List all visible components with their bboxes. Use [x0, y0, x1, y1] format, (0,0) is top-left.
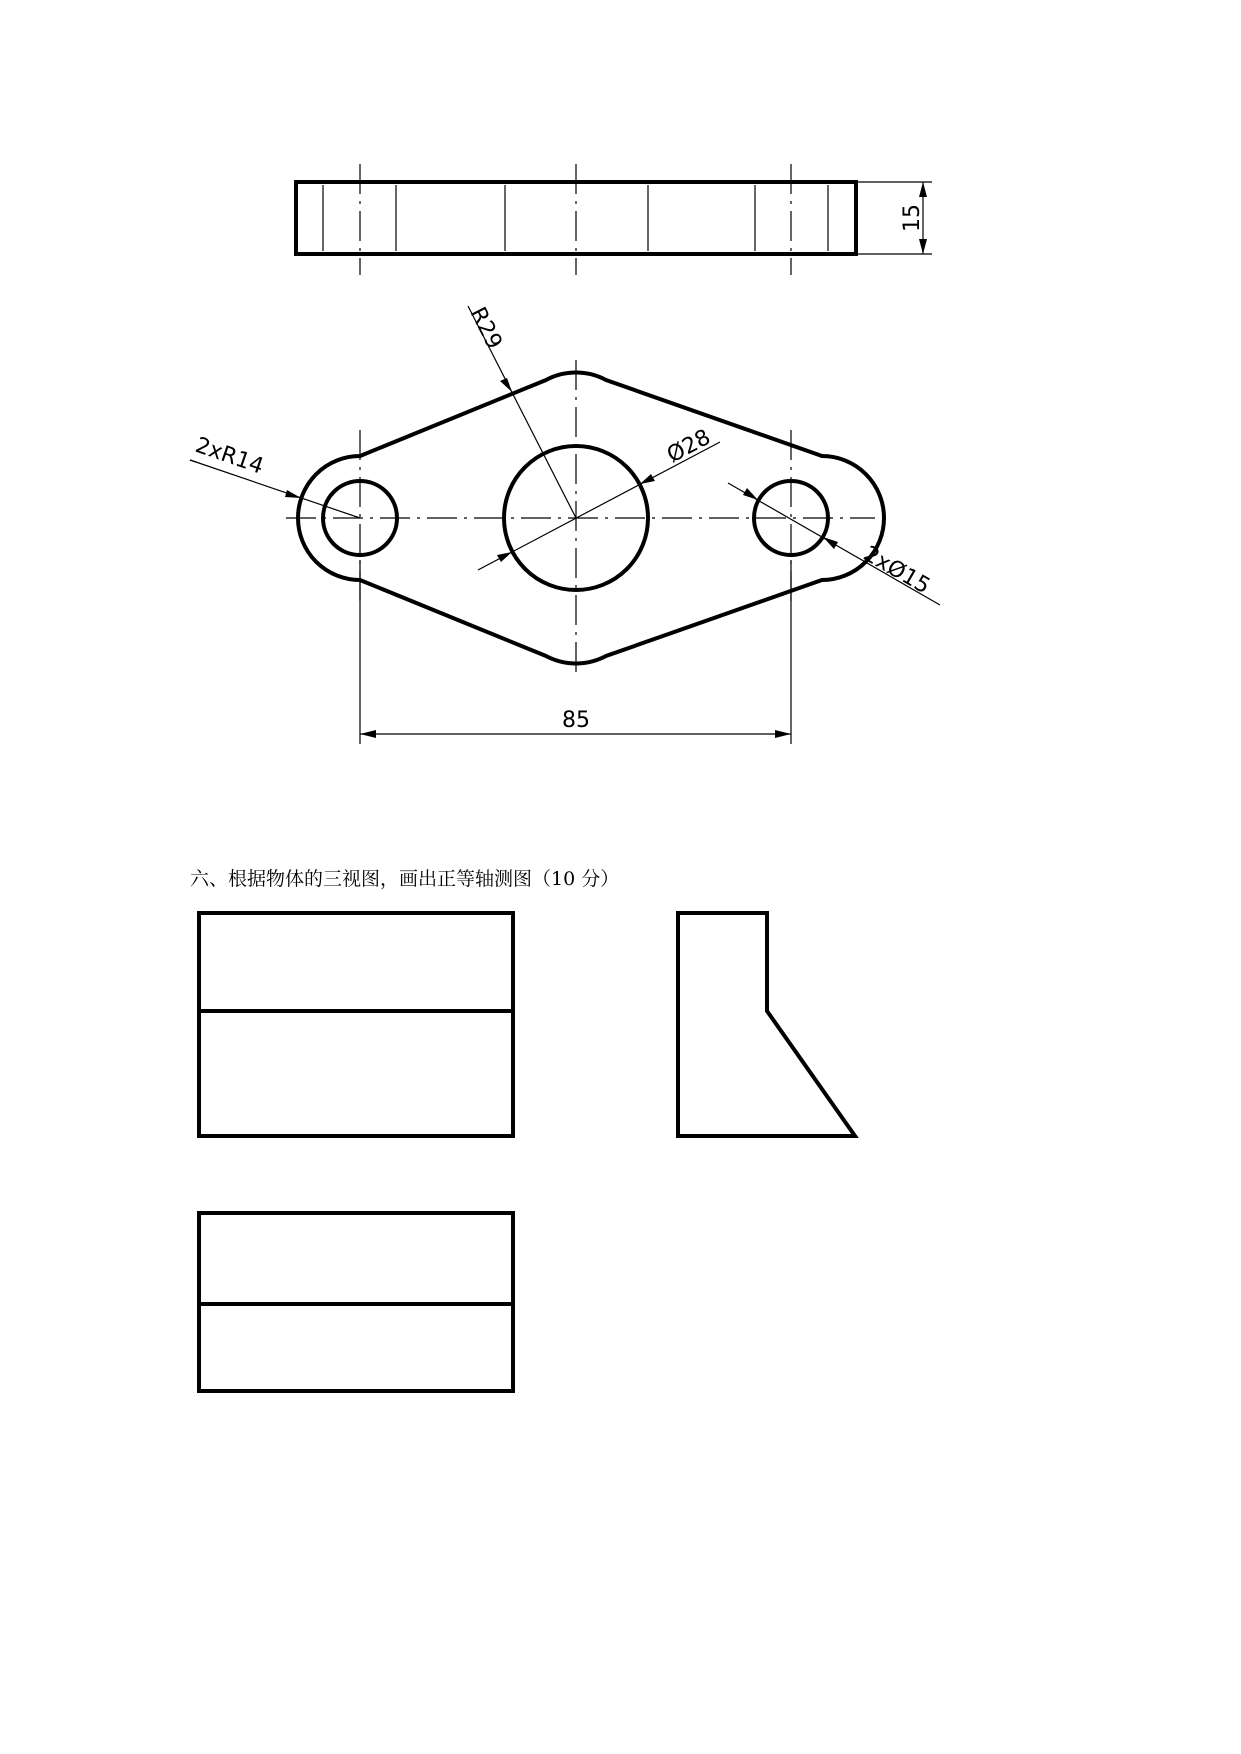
d28-dimension: [478, 425, 720, 570]
r29-label: R29: [464, 303, 507, 354]
plate-plan-centerlines: [286, 360, 875, 676]
thickness-label: 15: [900, 204, 925, 232]
side-view: [678, 913, 855, 1136]
r29-dimension: [465, 303, 576, 518]
d15-dimension: [728, 483, 940, 605]
three-views: [199, 913, 855, 1391]
top-view: [199, 1213, 513, 1391]
question-heading: 六、根据物体的三视图，画出正等轴测图（10 分）: [190, 868, 620, 890]
front-view: [199, 913, 513, 1136]
d28-label: Ø28: [663, 424, 715, 469]
spacing-label: 85: [562, 708, 590, 733]
r14-label: 2xR14: [192, 433, 267, 480]
d15-label: 2xØ15: [859, 541, 935, 600]
plate-front-view: [296, 164, 932, 275]
r14-dimension: [190, 433, 360, 518]
thickness-dimension: [858, 182, 932, 254]
plate-plan-view: [190, 303, 940, 744]
